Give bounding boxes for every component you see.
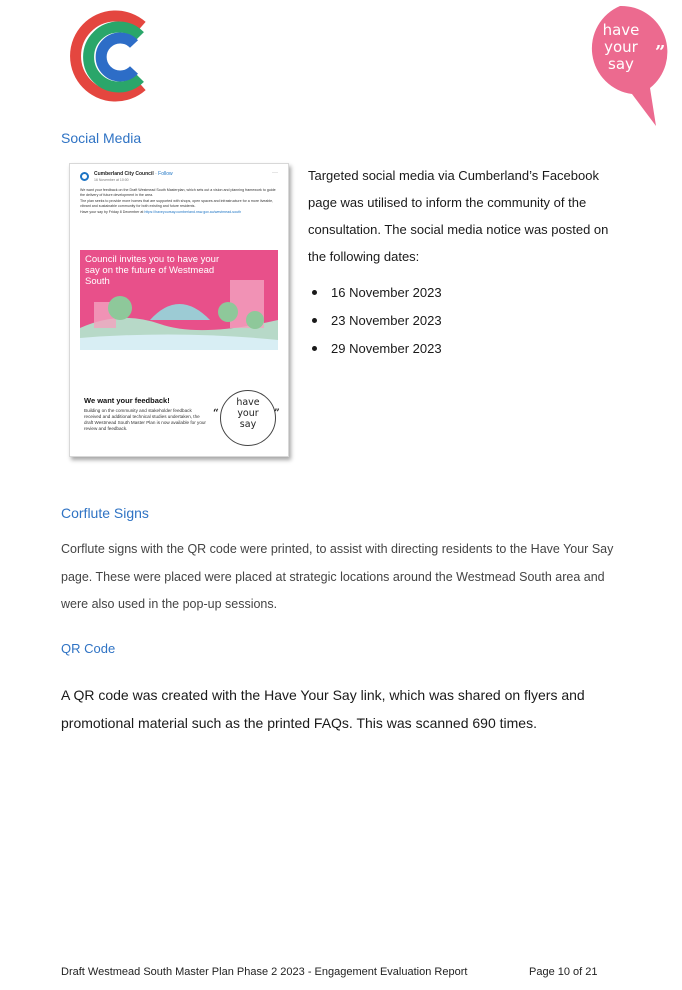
posting-dates-list — [308, 281, 442, 365]
post-date: 16 November at 10:00 · — [94, 178, 131, 182]
footer-report-title: Draft Westmead South Master Plan Phase 2 2023 - Engagement Evaluation Report — [61, 966, 468, 978]
post-badge-say: say — [239, 419, 257, 430]
badge-open-quote: “ — [577, 42, 588, 63]
list-item: 23 November 2023 — [308, 309, 442, 337]
post-badge-close-quote: ” — [274, 408, 280, 419]
heading-social-media: Social Media — [61, 130, 142, 146]
facebook-post-image — [69, 163, 289, 457]
post-hero-illustration — [80, 250, 278, 350]
qr-code-paragraph: A QR code was created with the Have Your Say link, which was shared on flyers and promotional material such as the printed FAQs. This was scanned 690 times. — [61, 687, 585, 731]
corflute-paragraph: Corflute signs with the QR code were printed, to assist with directing residents to the Have Your Say page. These were placed were placed at strategic locations around the Westmead South area and were also used in the pop-up sessions. — [61, 542, 614, 611]
footer-page-number: Page 10 of 21 — [529, 966, 598, 978]
list-item: 29 November 2023 — [308, 337, 442, 365]
post-cta-title: We want your feedback! — [84, 396, 170, 405]
list-item: 16 November 2023 — [308, 281, 442, 309]
post-body-2: The plan seeks to provide more homes that are supported with shops, open spaces and infrastructure for a more liveable, vibrant and sustainable community for both existing and future residents. — [80, 199, 274, 208]
post-badge-your: your — [237, 408, 259, 419]
post-image-headline: Council invites you to have your say on the future of Westmead South — [85, 254, 220, 287]
post-cta-body: Building on the community and stakeholder feedback received and additional technical studies undertaken, the draft Westmead South Master Plan is now available for your review and feedback. — [84, 408, 206, 431]
post-link: https://haveyoursay.cumberland.nsw.gov.au/westmead-south — [144, 210, 242, 215]
social-media-paragraph — [308, 162, 628, 270]
heading-qr-code: QR Code — [61, 641, 116, 656]
badge-close-quote: ” — [655, 42, 666, 63]
social-media-text: Targeted social media via Cumberland’s Facebook page was utilised to inform the community of the consultation. The social media notice was posted on the following dates: — [308, 168, 609, 264]
post-body — [80, 188, 278, 217]
page-avatar-icon — [80, 172, 89, 181]
post-body-1: We want your feedback on the Draft Westmead South Masterplan, which sets out a vision and planning framework to guide the delivery of future development in the area. — [80, 188, 276, 197]
post-body-3-text: Have your say by Friday 8 December at — [80, 210, 144, 215]
more-options-icon: ··· — [272, 170, 278, 176]
post-page-name-text: Cumberland City Council — [94, 171, 154, 177]
post-have-your-say-text — [220, 397, 276, 430]
badge-line-have: have — [602, 21, 640, 39]
post-badge-have: have — [236, 397, 260, 408]
badge-line-say: say — [608, 55, 634, 73]
post-follow: · Follow — [155, 171, 173, 177]
badge-line-your: your — [604, 38, 638, 56]
cumberland-logo — [62, 6, 162, 106]
post-badge-open-quote: “ — [213, 408, 219, 419]
heading-corflute-signs: Corflute Signs — [61, 505, 149, 521]
post-body-3 — [80, 210, 278, 215]
post-page-name — [94, 171, 173, 177]
